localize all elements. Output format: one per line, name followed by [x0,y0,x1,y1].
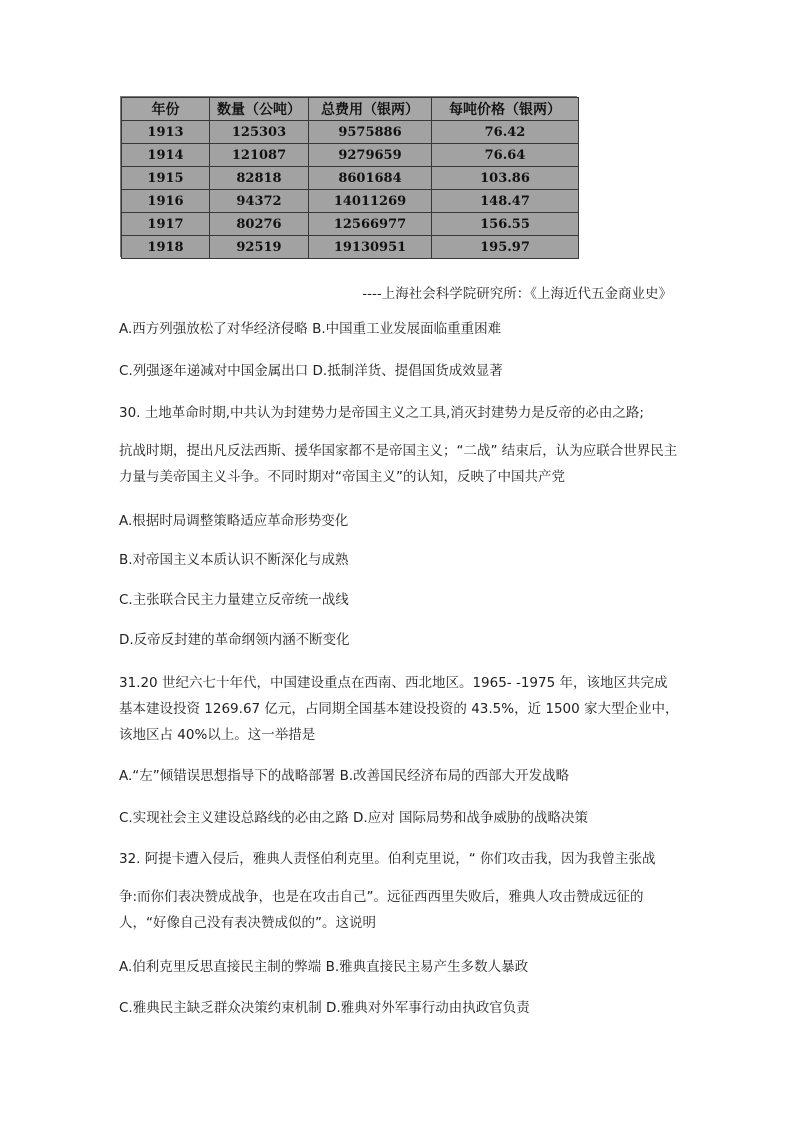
cell-quantity: 121087 [210,144,309,167]
cell-total-cost: 14011269 [309,190,432,213]
header-total-cost: 总费用（银两） [309,98,432,121]
q30-stem-line-1: 30. 土地革命时期,中共认为封建势力是帝国主义之工具,消灭封建势力是反帝的必由之路; [119,405,644,421]
q31-options-ab: A.“左”倾错误思想指导下的战略部署 B.改善国民经济布局的西部大开发战略 [119,768,570,784]
data-table-photo [120,96,577,257]
cell-year: 1916 [122,190,210,213]
q32-options-cd: C.雅典民主缺乏群众决策约束机制 D.雅典对外军事行动由执政官负责 [119,1000,530,1016]
q30-option-b: B.对帝国主义本质认识不断深化与成熟 [119,552,349,568]
cell-year: 1913 [122,121,210,144]
cell-year: 1915 [122,167,210,190]
table-row [122,167,579,190]
cell-price: 195.97 [432,236,579,259]
cell-quantity: 80276 [210,213,309,236]
cell-quantity: 92519 [210,236,309,259]
q31-options-cd: C.实现社会主义建设总路线的必由之路 D.应对 国际局势和战争威胁的战略决策 [119,810,588,826]
header-quantity: 数量（公吨） [210,98,309,121]
table-row [122,213,579,236]
cell-quantity: 82818 [210,167,309,190]
cell-quantity: 125303 [210,121,309,144]
cell-price: 76.42 [432,121,579,144]
header-year: 年份 [122,98,210,121]
cell-price: 156.55 [432,213,579,236]
q32-options-ab: A.伯利克里反思直接民主制的弊端 B.雅典直接民主易产生多数人暴政 [119,959,529,975]
q30-option-d: D.反帝反封建的革命纲领内涵不断变化 [119,632,350,648]
cell-price: 76.64 [432,144,579,167]
table-row [122,121,579,144]
cell-price: 148.47 [432,190,579,213]
header-price-per-ton: 每吨价格（银两） [432,98,579,121]
table-row [122,144,579,167]
cell-total-cost: 9575886 [309,121,432,144]
q29-options-cd: C.列强逐年递减对中国金属出口 D.抵制洋货、提倡国货成效显著 [119,363,503,379]
q32-stem-continued: 争:而你们表决赞成战争，也是在攻击自己”。远征西西里失败后，雅典人攻击赞成远征的人，“好像自己没有表决赞成似的”。这说明 [119,889,644,931]
cell-year: 1918 [122,236,210,259]
table-row [122,236,579,259]
q31-stem: 31.20 世纪六七十年代，中国建设重点在西南、西北地区。1965- -1975 年，该地区共完成基本建设投资 1269.67 亿元，占同期全国基本建设投资的 43.5%，近 1500 家大型企业中，该地区占 40%以上。这一举措是 [119,675,679,743]
price-table [121,97,579,259]
cell-quantity: 94372 [210,190,309,213]
q30-option-c: C.主张联合民主力量建立反帝统一战线 [119,592,349,608]
cell-year: 1917 [122,213,210,236]
cell-total-cost: 12566977 [309,213,432,236]
q30-option-a: A.根据时局调整策略适应革命形势变化 [119,513,349,529]
table-row [122,190,579,213]
q29-options-ab: A.西方列强放松了对华经济侵略 B.中国重工业发展面临重重困难 [119,321,502,337]
cell-price: 103.86 [432,167,579,190]
table-source-citation: ----上海社会科学院研究所：《上海近代五金商业史》 [362,286,672,302]
cell-year: 1914 [122,144,210,167]
q30-stem-continued: 抗战时期，提出凡反法西斯、援华国家都不是帝国主义；“二战” 结束后，认为应联合世界民主力量与美帝国主义斗争。不同时期对“帝国主义”的认知，反映了中国共产党 [119,443,678,485]
table-header-row [122,98,579,121]
cell-total-cost: 8601684 [309,167,432,190]
cell-total-cost: 9279659 [309,144,432,167]
cell-total-cost: 19130951 [309,236,432,259]
q32-stem-line-1: 32. 阿提卡遭入侵后，雅典人责怪伯利克里。伯利克里说，“ 你们攻击我，因为我曾主张战 [119,851,656,867]
